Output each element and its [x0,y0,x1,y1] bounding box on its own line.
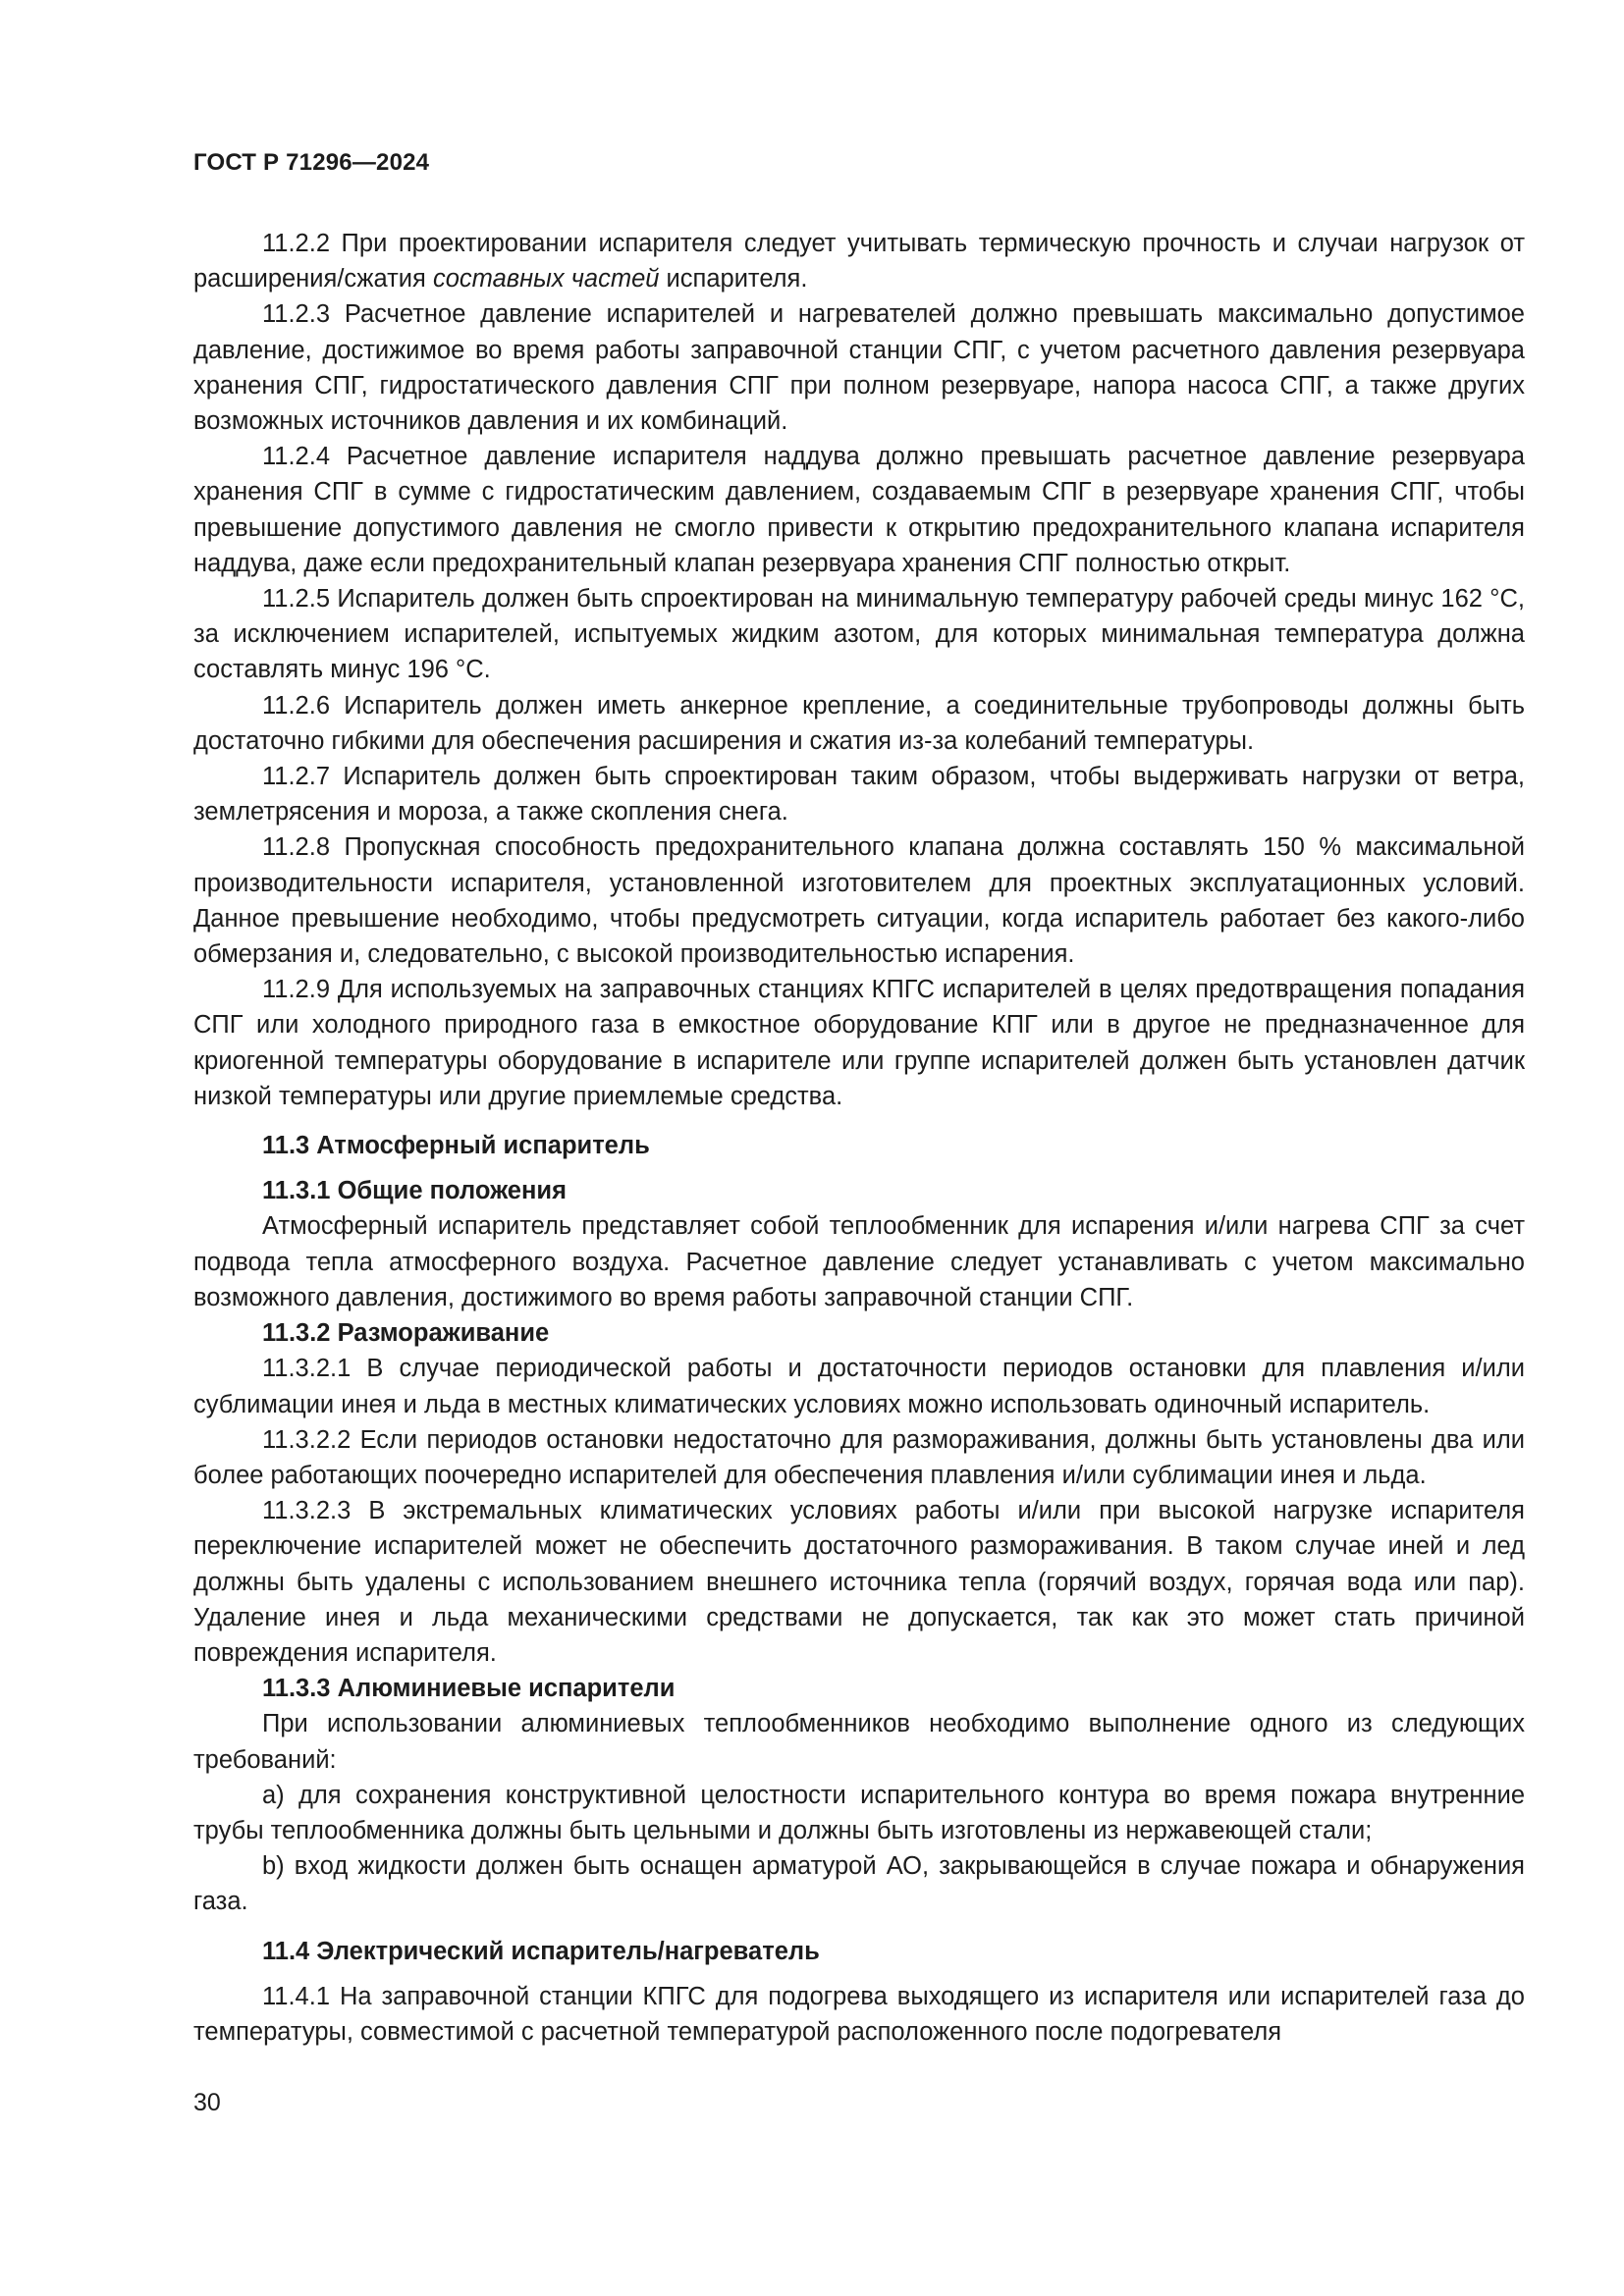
heading-11-3-2: 11.3.2 Размораживание [262,1319,550,1348]
heading-11-3-1: 11.3.1 Общие положения [262,1177,567,1205]
paragraph-11-2-8: 11.2.8 Пропускная способность предохранительного клапана должна составлять 150 % максимальной производительности испарителя, установленной изготовителем для проектных эксплуатационных условий. Данное превышение необходимо, чтобы предусмотреть ситуации, когда испаритель работает без какого-либо обмерзания и, следовательно, с высокой производительностью испарения. [193,833,1525,969]
paragraph-11-2-5: 11.2.5 Испаритель должен быть спроектирован на минимальную температуру рабочей среды минус 162 °С, за исключением испарителей, испытуемых жидким азотом, для которых минимальная температура должна составлять минус 196 °С. [193,585,1525,684]
paragraph-11-3-3: При использовании алюминиевых теплообменников необходимо выполнение одного из следующих требований: [193,1710,1525,1774]
paragraph-11-2-6: 11.2.6 Испаритель должен иметь анкерное крепление, а соединительные трубопроводы должны быть достаточно гибкими для обеспечения расширения и сжатия из-за колебаний температуры. [193,691,1525,755]
document-body [193,226,1525,2050]
paragraph-11-3-2-1: 11.3.2.1 В случае периодической работы и достаточности периодов остановки для плавления и/или сублимации инея и льда в местных климатических условиях можно использовать одиночный испаритель. [193,1355,1525,1418]
paragraph-11-2-3: 11.2.3 Расчетное давление испарителей и нагревателей должно превышать максимально допустимое давление, достижимое во время работы заправочной станции СПГ, с учетом расчетного давления резервуара хранения СПГ, гидростатического давления СПГ при полном резервуаре, напора насоса СПГ, а также других возможных источников давления и их комбинаций. [193,300,1525,436]
paragraph-11-2-4: 11.2.4 Расчетное давление испарителя наддува должно превышать расчетное давление резервуара хранения СПГ в сумме с гидростатическим давлением, создаваемым СПГ в резервуаре хранения СПГ, чтобы превышение допустимого давления не смогло привести к открытию предохранительного клапана испарителя наддува, даже если предохранительный клапан резервуара хранения СПГ полностью открыт. [193,443,1525,577]
paragraph-11-3-1: Атмосферный испаритель представляет собой теплообменник для испарения и/или нагрева СПГ за счет подвода тепла атмосферного воздуха. Расчетное давление следует устанавливать с учетом максимально возможного давления, достижимого во время работы заправочной станции СПГ. [193,1212,1525,1311]
paragraph-11-2-9: 11.2.9 Для используемых на заправочных станциях КПГС испарителей в целях предотвращения попадания СПГ или холодного природного газа в емкостное оборудование КПГ или в другое не предназначенное для криогенной температуры оборудование в испарителе или группе испарителей должен быть установлен датчик низкой температуры или другие приемлемые средства. [193,976,1525,1110]
standard-code-header: ГОСТ Р 71296—2024 [193,149,430,176]
heading-11-3: 11.3 Атмосферный испаритель [262,1132,650,1160]
list-item-a: a) для сохранения конструктивной целостности испарительного контура во время пожара внутренние трубы теплообменника должны быть цельными и должны быть изготовлены из нержавеющей стали; [193,1781,1525,1844]
paragraph-text: испарителя. [659,265,808,294]
paragraph-11-2-2 [193,226,1525,296]
heading-11-4: 11.4 Электрический испаритель/нагреватель [262,1937,820,1965]
paragraph-11-4-1: 11.4.1 На заправочной станции КПГС для подогрева выходящего из испарителя или испарителей газа до температуры, совместимой с расчетной температурой расположенного после подогревателя [193,1982,1525,2046]
emphasized-text: составных частей [432,265,660,294]
page-number: 30 [193,2089,221,2116]
list-item-b: b) вход жидкости должен быть оснащен арматурой АО, закрывающейся в случае пожара и обнаружения газа. [193,1852,1525,1916]
heading-11-3-3: 11.3.3 Алюминиевые испарители [262,1675,676,1703]
paragraph-11-3-2-2: 11.3.2.2 Если периодов остановки недостаточно для размораживания, должны быть установлены два или более работающих поочередно испарителей для обеспечения плавления и/или сублимации инея и льда. [193,1425,1525,1489]
paragraph-text: 11.2.2 При проектировании испарителя следует учитывать термическую прочность и случаи нагрузок от расширения/сжатия [193,230,1525,294]
paragraph-11-3-2-3: 11.3.2.3 В экстремальных климатических условиях работы и/или при высокой нагрузке испарителя переключение испарителей может не обеспечить достаточного размораживания. В таком случае иней и лед должны быть удалены с использованием внешнего источника тепла (горячий воздух, горячая вода или пар). Удаление инея и льда механическими средствами не допускается, так как это может стать причиной повреждения испарителя. [193,1497,1525,1667]
paragraph-11-2-7: 11.2.7 Испаритель должен быть спроектирован таким образом, чтобы выдерживать нагрузки от ветра, землетрясения и мороза, а также скопления снега. [193,763,1525,827]
